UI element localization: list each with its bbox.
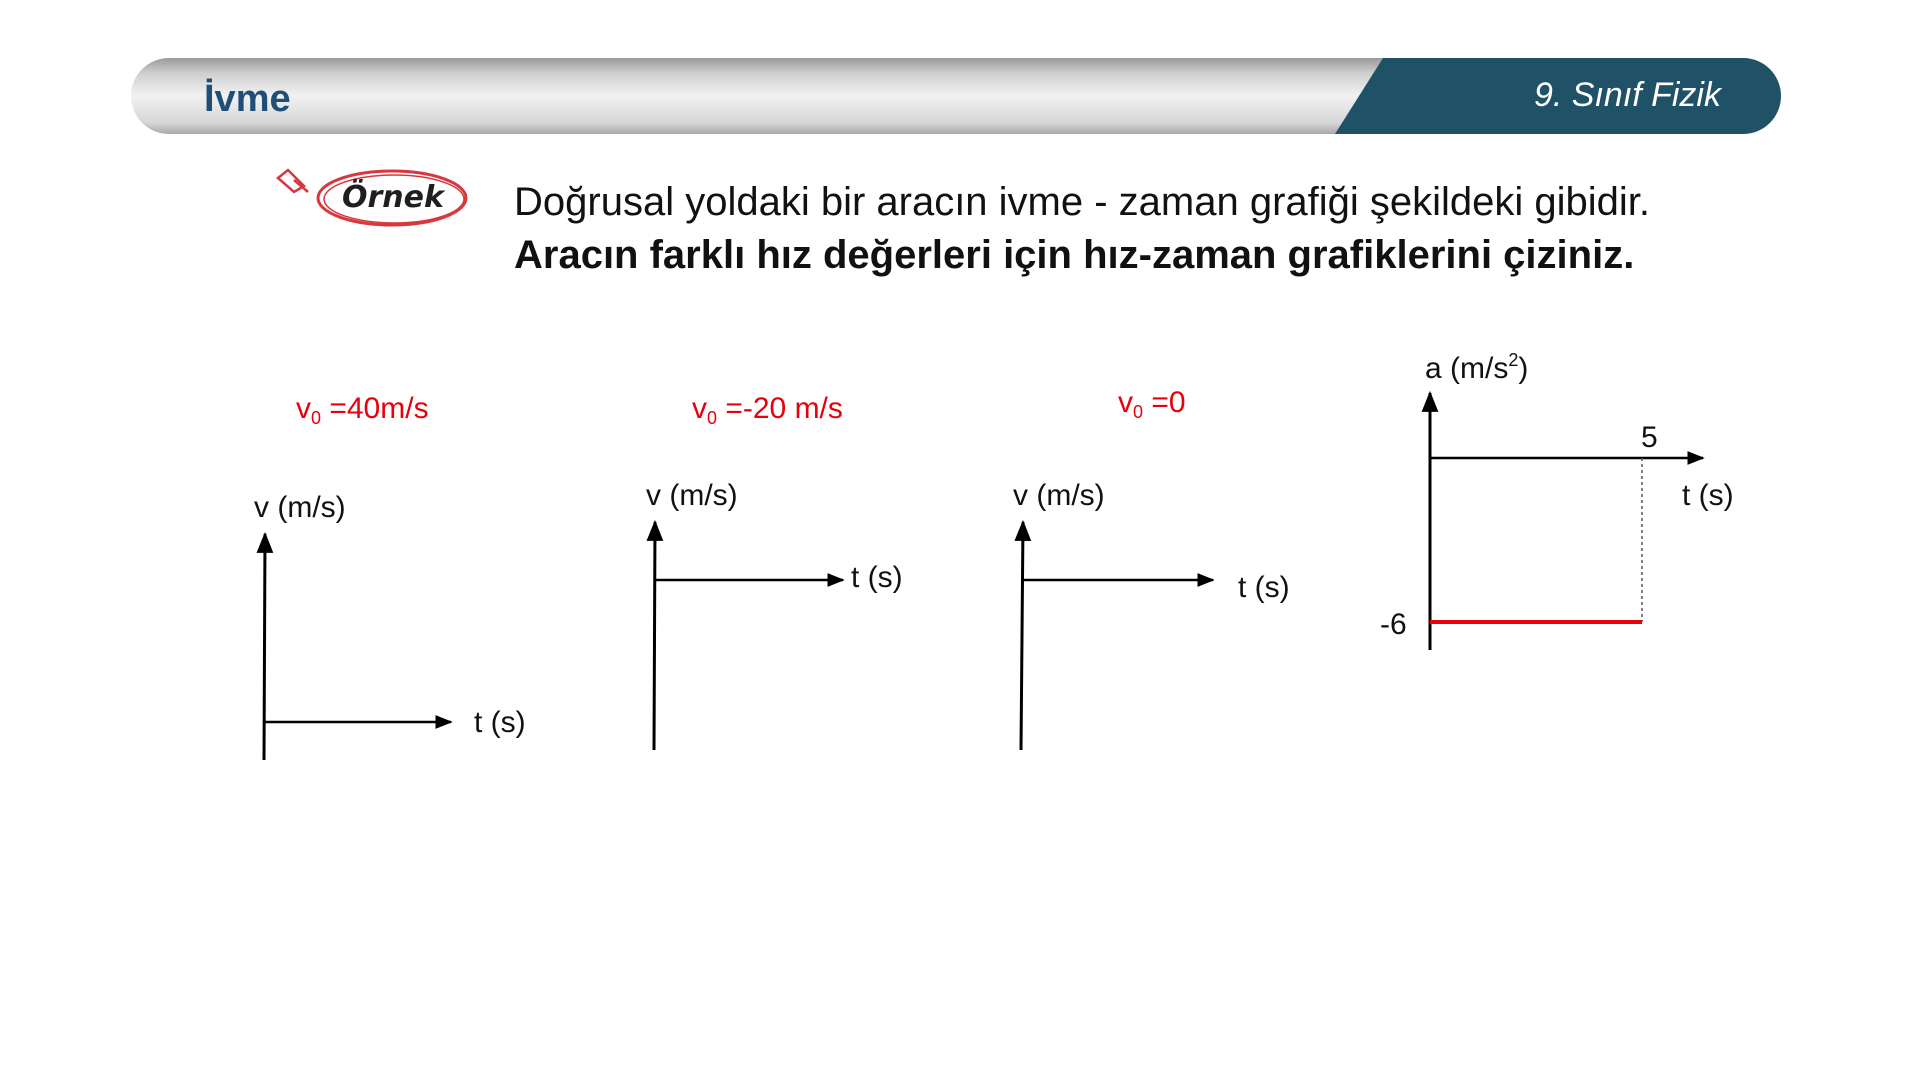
acceleration-value-label: -6 (1380, 608, 1407, 641)
v-axis-3 (1021, 522, 1023, 750)
t-axis-label-1: t (s) (474, 706, 526, 739)
acceleration-graph (1430, 393, 1703, 650)
question-intro: Doğrusal yoldaki bir aracın ivme - zaman grafiği şekildeki gibidir. (514, 180, 1651, 224)
velocity-graph-3 (1021, 522, 1213, 750)
v-axis-1 (264, 534, 265, 760)
velocity-graph-1 (264, 534, 451, 760)
v-axis-label-3: v (m/s) (1013, 479, 1105, 512)
t-axis-label-2: t (s) (851, 561, 903, 594)
question-task: Aracın farklı hız değerleri için hız-zaman grafiklerini çiziniz. (514, 233, 1635, 277)
a-t-axis-label: t (s) (1682, 479, 1734, 512)
v-axis-label-2: v (m/s) (646, 479, 738, 512)
v-axis-label-1: v (m/s) (254, 491, 346, 524)
t-axis-label-3: t (s) (1238, 571, 1290, 604)
v-axis-2 (654, 522, 655, 750)
time-mark-label: 5 (1641, 421, 1658, 454)
course-name: 9. Sınıf Fizik (1533, 76, 1721, 114)
example-badge-label: Örnek (342, 180, 444, 215)
initial-velocity-2: $v_0 =-20$ m/s (692, 392, 843, 428)
velocity-graph-2 (654, 522, 843, 750)
initial-velocity-3: $v_0 =0$ (1118, 386, 1186, 422)
page-title: İvme (204, 78, 291, 120)
initial-velocity-1: $v_0 =40m/s$ (296, 392, 429, 428)
a-axis-label: a $(m/s^2)$ (1425, 350, 1529, 385)
